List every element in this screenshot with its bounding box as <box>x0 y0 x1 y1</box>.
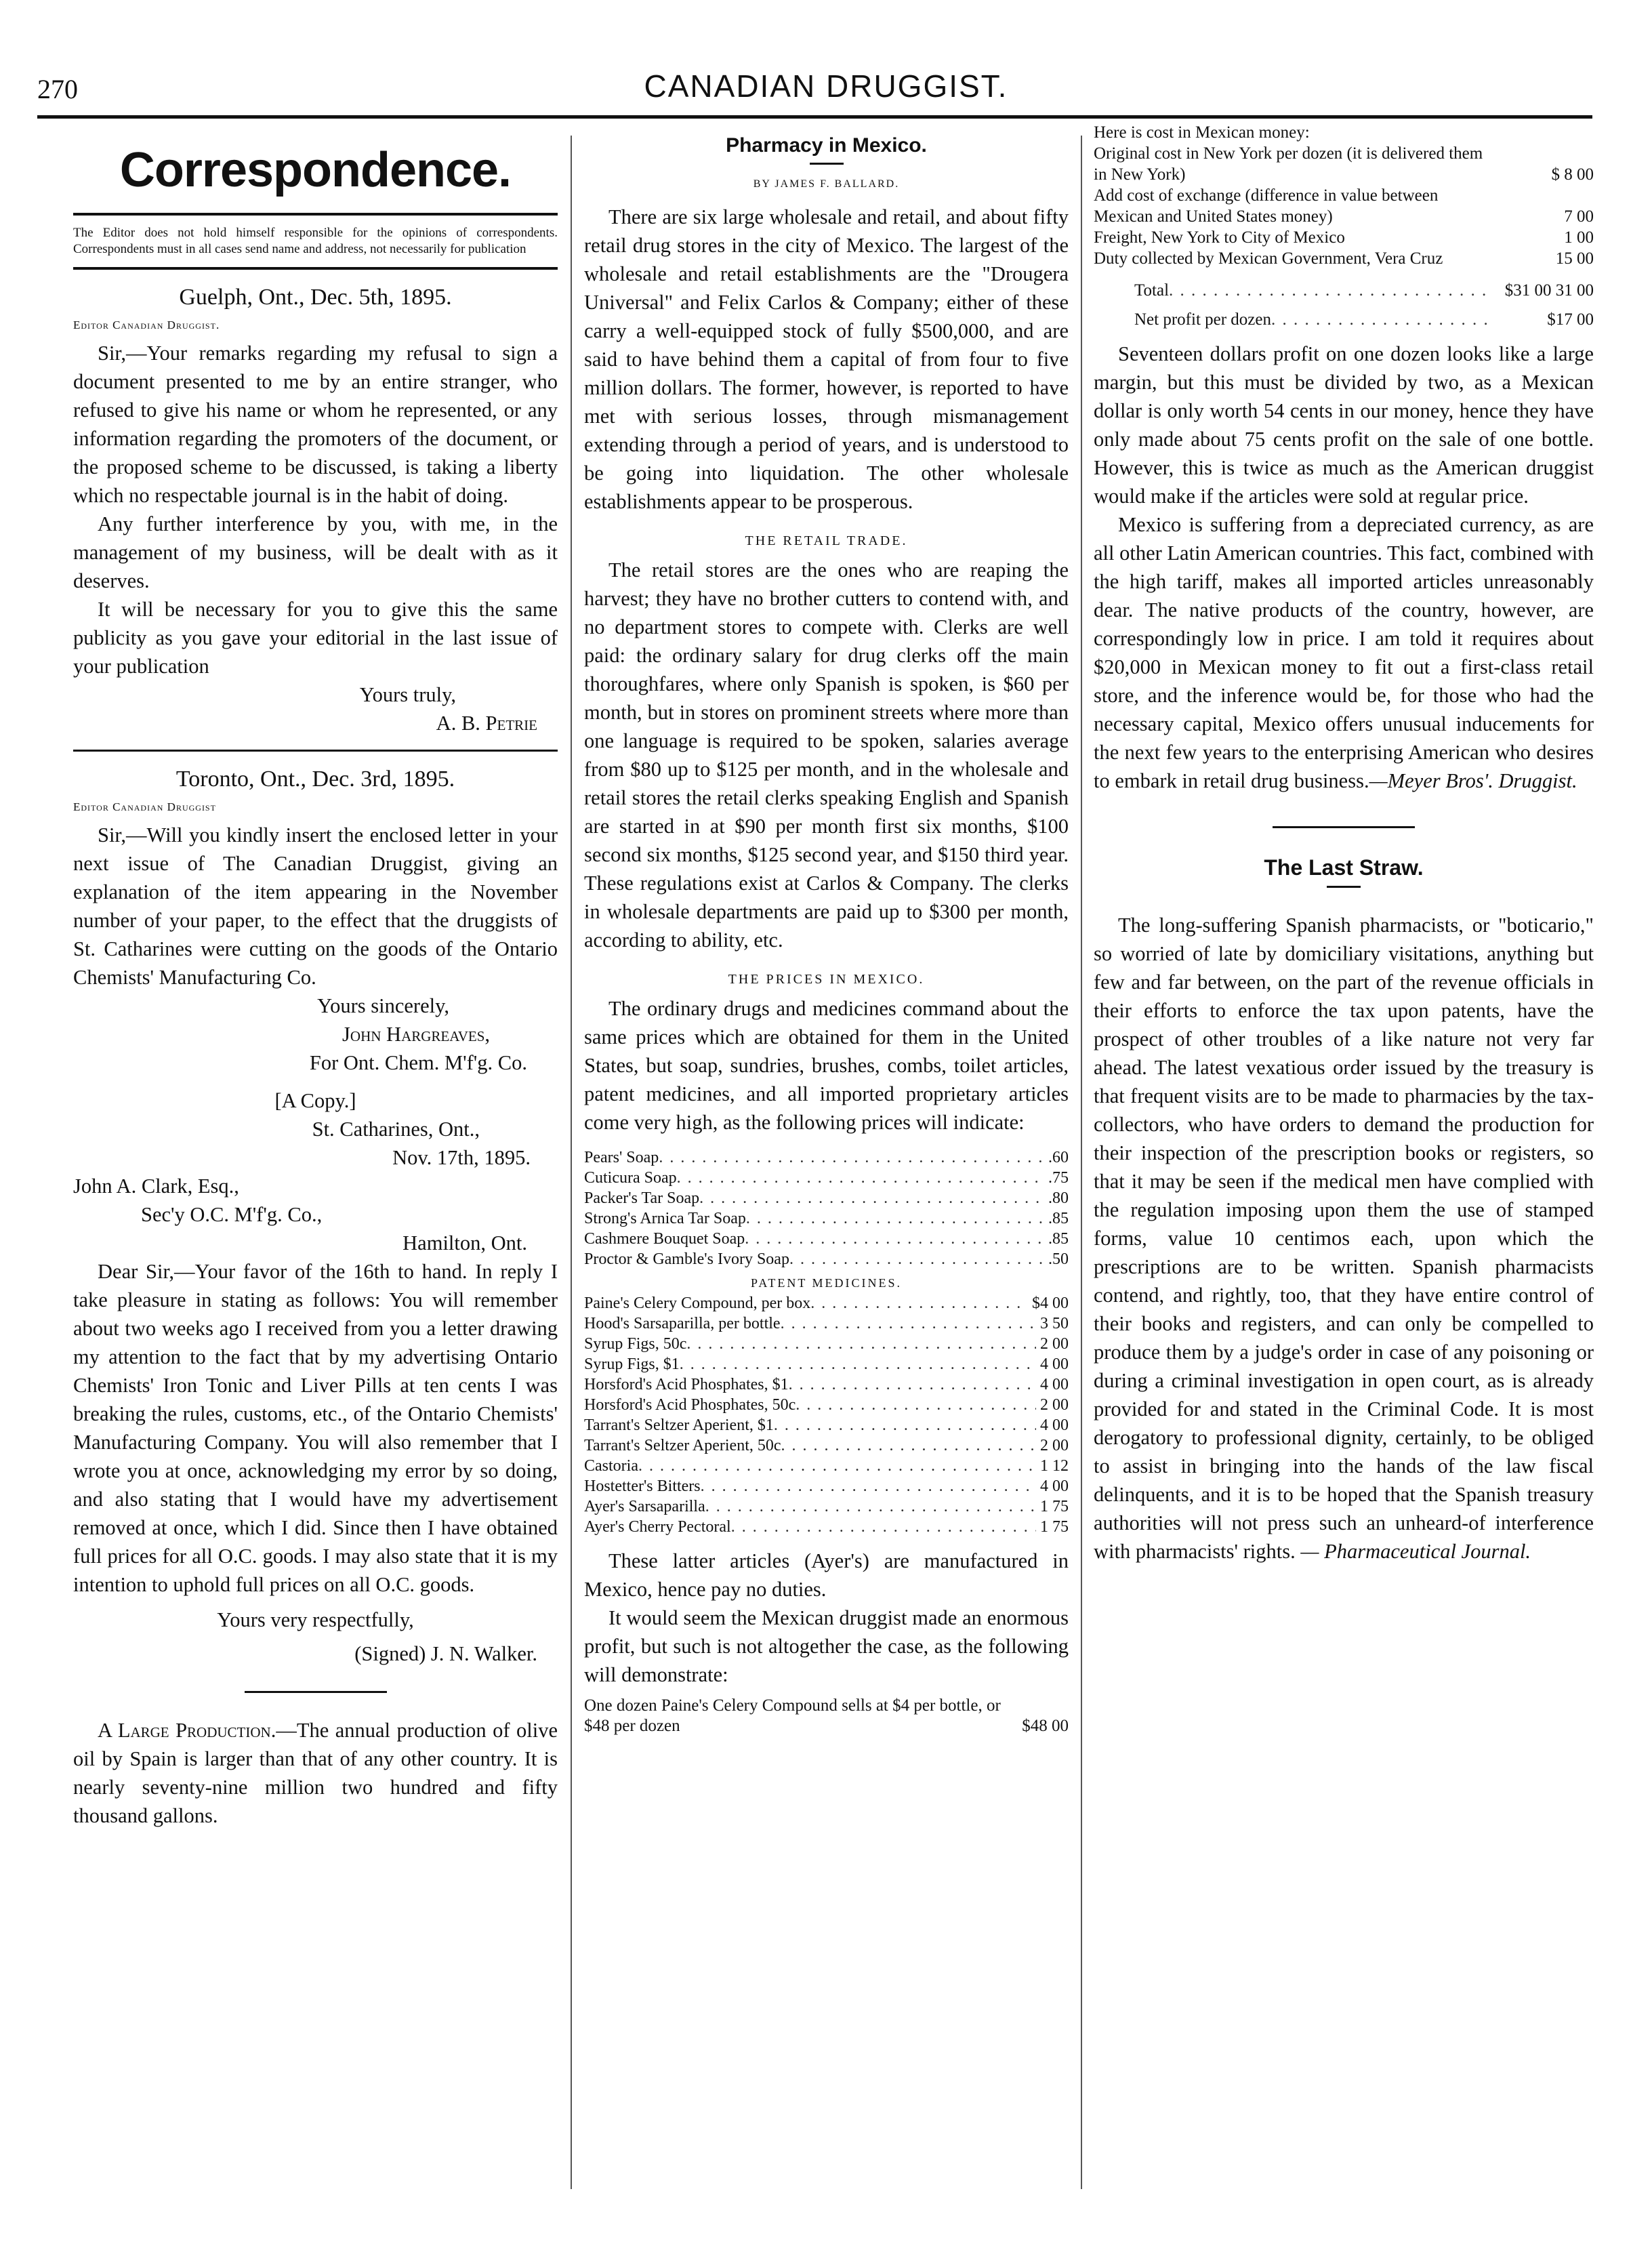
price-row <box>584 1188 1069 1208</box>
article-paragraph: The ordinary drugs and medicines command about the same prices which are obtained for them in the United States, but soap, sundries, brushes, combs, toilet articles, patent medicines, and all imported proprietary articles come very high, as the following prices will indicate: <box>584 997 1069 1134</box>
column-3 <box>1094 122 1594 1566</box>
soap-price-list <box>584 1147 1069 1269</box>
item-name: Strong's Arnica Tar Soap <box>584 1210 746 1227</box>
cost-value: 15 00 <box>1555 249 1594 268</box>
item-price: .50 <box>1048 1250 1069 1268</box>
price-row <box>584 1476 1069 1496</box>
item-price: 2 00 <box>1040 1437 1069 1454</box>
item-price: .85 <box>1048 1210 1069 1227</box>
article-source: —Meyer Bros'. Druggist. <box>1369 769 1577 792</box>
letter-dateline: Toronto, Ont., Dec. 3rd, 1895. <box>175 767 455 792</box>
item-price: 1 75 <box>1040 1498 1069 1515</box>
item-name: Tarrant's Seltzer Aperient, $1 <box>584 1416 774 1434</box>
price-row <box>584 1168 1069 1188</box>
price-row <box>584 1147 1069 1168</box>
item-name: Syrup Figs, $1 <box>584 1355 680 1373</box>
net-profit-row <box>1094 309 1594 330</box>
section-heading: PATENT MEDICINES. <box>750 1276 903 1290</box>
item-name: Hostetter's Bitters <box>584 1477 701 1495</box>
letter-paragraph: Sir,—Your remarks regarding my refusal to sign a document presented to me by an entire stranger, who refused to give his name or whom he represented, or any information regarding the promoters of the document, or the proposed scheme to be discussed, is taking a liberty which no respectable journal is in the habit of doing. <box>73 342 558 507</box>
cost-name: Add cost of exchange (difference in value between Mexican and United States money) <box>1094 186 1439 226</box>
price-row <box>584 1415 1069 1435</box>
article-title: Pharmacy in Mexico. <box>726 134 927 157</box>
section-title: Correspondence. <box>119 143 512 197</box>
net-label: Net profit per dozen <box>1134 310 1272 329</box>
column-1 <box>73 122 558 1830</box>
article-paragraph: The retail stores are the ones who are reaping the harvest; they have no brother cutters to contend with, and no department stores to compete with. Clerks are well paid: the ordinary salary for drug clerks off the main thoroughfares, where only Spanish is spoken, is $60 per month, but in stores on prominent streets where more than one language is required to be spoken, salaries average from $80 up to $125 per month, and in the wholesale and retail stores the retail clerks speaking English and Spanish are started in at $90 per month first six months, $100 second six months, $125 second year, and $150 third year. These regulations exist at Carlos & Company. The clerks in wholesale departments are paid up to $300 per month, according to ability, etc. <box>584 558 1069 952</box>
letter-closing: Yours sincerely, <box>317 994 449 1017</box>
price-row <box>584 1374 1069 1395</box>
header-rule <box>37 115 1592 119</box>
total-label: Total <box>1134 281 1170 300</box>
cost-row <box>1094 185 1594 227</box>
price-row <box>584 1435 1069 1456</box>
price-row <box>584 1208 1069 1229</box>
item-name: Ayer's Sarsaparilla <box>584 1498 705 1515</box>
letter-addressee-city: Hamilton, Ont. <box>402 1231 527 1254</box>
letter-date: Nov. 17th, 1895. <box>392 1146 531 1169</box>
letter-closing: Yours very respectfully, <box>217 1608 414 1631</box>
item-name: Hood's Sarsaparilla, per bottle <box>584 1315 781 1332</box>
title-rule <box>1327 886 1361 888</box>
item-separator <box>245 1691 387 1693</box>
article-paragraph <box>1094 510 1594 795</box>
article-paragraph: Seventeen dollars profit on one dozen looks like a large margin, but this must be divided by two, as a Mexican dollar is only worth 54 cents in our money, hence they have only made about 75 cents profit on the sale of one bottle. However, this is twice as much as the American druggist would make if the articles were sold at regular price. <box>1094 342 1594 508</box>
letter-paragraph: It will be necessary for you to give this the same publicity as you gave your editorial in the last issue of your publication <box>73 598 558 678</box>
item-price: 4 00 <box>1040 1355 1069 1373</box>
letter-paragraph: Any further interference by you, with me, in the management of my business, will be dealt with as it deserves. <box>73 512 558 592</box>
price-row <box>584 1456 1069 1476</box>
cost-row <box>1094 143 1594 185</box>
item-name: Packer's Tar Soap <box>584 1189 700 1207</box>
item-name: Pears' Soap <box>584 1149 659 1166</box>
cost-name: Duty collected by Mexican Government, Vera Cruz <box>1094 249 1443 268</box>
letter-signature: John Hargreaves, <box>342 1023 490 1046</box>
letter-signature: A. B. Petrie <box>436 712 537 735</box>
news-item <box>73 1716 558 1830</box>
price-row <box>584 1496 1069 1517</box>
cost-value: 1 00 <box>1564 228 1594 247</box>
article-paragraph: It would seem the Mexican druggist made an enormous profit, but such is not altogether the case, as the following will demonstrate: <box>584 1606 1069 1686</box>
cost-value: $ 8 00 <box>1551 165 1594 184</box>
article-separator <box>1273 826 1415 828</box>
price-row <box>584 1293 1069 1313</box>
item-name: Ayer's Cherry Pectoral <box>584 1518 731 1536</box>
item-name: Horsford's Acid Phosphates, 50c <box>584 1396 796 1414</box>
total-value: $31 00 31 00 <box>1504 281 1594 300</box>
column-divider <box>1081 136 1082 2189</box>
letter-signature: (Signed) J. N. Walker. <box>354 1642 537 1665</box>
article-title: The Last Straw. <box>1264 855 1424 880</box>
price-row <box>584 1395 1069 1415</box>
article-source: — Pharmaceutical Journal. <box>1300 1540 1531 1563</box>
disclaimer-rule <box>73 267 558 270</box>
cost-total-row <box>1094 280 1594 301</box>
item-price: .75 <box>1048 1169 1069 1187</box>
item-name: Cashmere Bouquet Soap <box>584 1230 745 1248</box>
cost-value: 7 00 <box>1564 207 1594 226</box>
item-name: Castoria <box>584 1457 638 1475</box>
letter-place: St. Catharines, Ont., <box>312 1118 480 1141</box>
net-value: $17 00 <box>1547 310 1594 329</box>
copy-note: [A Copy.] <box>274 1089 356 1112</box>
item-name: Tarrant's Seltzer Aperient, 50c <box>584 1437 781 1454</box>
item-price: 2 00 <box>1040 1396 1069 1414</box>
letter-addressee: John A. Clark, Esq., <box>73 1175 239 1198</box>
item-name: Paine's Celery Compound, per box <box>584 1294 811 1312</box>
price-row <box>584 1354 1069 1374</box>
letter-salutation: Editor Canadian Druggist <box>73 800 216 813</box>
item-price: 4 00 <box>1040 1376 1069 1393</box>
item-price: 2 00 <box>1040 1335 1069 1353</box>
price-row <box>584 1517 1069 1537</box>
cost-table <box>1094 122 1594 330</box>
section-heading: THE PRICES IN MEXICO. <box>728 972 925 987</box>
title-rule <box>810 163 844 165</box>
section-heading: THE RETAIL TRADE. <box>745 533 908 548</box>
article-paragraph: There are six large wholesale and retail, and about fifty retail drug stores in the city of Mexico. The largest of the wholesale and retail establishments are the "Drougera Universal" and Felix Carlos & Company; either of these carry a well-equipped stock of fully $500,000, and are said to have behind them a capital of from four to five million dollars. The former, however, is reported to have met with serious losses, through mismanagement extending through a period of years, and is understood to be going into liquidation. The other wholesale establishments appear to be prosperous. <box>584 205 1069 513</box>
article-paragraph: These latter articles (Ayer's) are manufactured in Mexico, hence pay no duties. <box>584 1549 1069 1601</box>
article-text: Mexico is suffering from a depreciated currency, as are all other Latin American countries. This fact, combined with the high tariff, makes all imported articles unreasonably dear. The native products of the country, however, are correspondingly low in price. I am told it requires about $20,000 in Mexican money to fit out a first-class retail store, and the inference would be, for those who had the necessary capital, Mexico offers unusual inducements for the next few years to the enterprising American who desires to embark in retail drug business. <box>1094 513 1594 792</box>
item-price: .60 <box>1048 1149 1069 1166</box>
editor-disclaimer: The Editor does not hold himself responsible for the opinions of correspondents. Correspondents must in all cases send name and address, not necessarily for publication <box>73 226 558 256</box>
item-name: Proctor & Gamble's Ivory Soap <box>584 1250 789 1268</box>
patent-price-list <box>584 1293 1069 1537</box>
column-divider <box>571 136 572 2189</box>
letter-paragraph: Dear Sir,—Your favor of the 16th to hand. In reply I take pleasure in stating as follows: You will remember about two weeks ago I received from you a letter drawing my attention to the fact that by my advertising Ontario Chemists' Iron Tonic and Liver Pills at ten cents I was breaking the rules, customs, etc., of the Ontario Chemists' Manufacturing Company. You will also remember that I wrote you at once, acknowledging my error by so doing, and also stating that I would have my advertisement removed at once, which I did. Since then I have obtained full prices for all O.C. goods. I may also state that it is my intention to uphold full prices on all O.C. goods. <box>73 1260 558 1596</box>
letter-paragraph: Sir,—Will you kindly insert the enclosed letter in your next issue of The Canadian Druggist, giving an explanation of the item appearing in the November number of your paper, to the effect that the druggists of St. Catharines were cutting on the goods of the Ontario Chemists' Manufacturing Co. <box>73 823 558 989</box>
title-rule <box>73 213 558 216</box>
article-paragraph <box>1094 911 1594 1566</box>
cost-row <box>1094 248 1594 269</box>
item-price: .80 <box>1048 1189 1069 1207</box>
column-2 <box>584 122 1069 1736</box>
item-price: 4 00 <box>1040 1416 1069 1434</box>
paine-calculation <box>584 1696 1069 1736</box>
price-row <box>584 1249 1069 1269</box>
cost-row <box>1094 227 1594 248</box>
paine-line: One dozen Paine's Celery Compound sells at $4 per bottle, or $48 per dozen <box>584 1696 1001 1735</box>
cost-name: Original cost in New York per dozen (it is delivered them in New York) <box>1094 144 1483 184</box>
price-row <box>584 1229 1069 1249</box>
cost-name: Freight, New York to City of Mexico <box>1094 228 1345 247</box>
cost-intro-text: Here is cost in Mexican money: <box>1094 123 1310 142</box>
item-price: .85 <box>1048 1230 1069 1248</box>
letter-salutation: Editor Canadian Druggist. <box>73 319 220 331</box>
item-name: Cuticura Soap <box>584 1169 677 1187</box>
letter-dateline: Guelph, Ont., Dec. 5th, 1895. <box>179 285 452 310</box>
letter-signature-org: For Ont. Chem. M'f'g. Co. <box>309 1051 527 1074</box>
item-price: 4 00 <box>1040 1477 1069 1495</box>
letter-addressee-title: Sec'y O.C. M'f'g. Co., <box>141 1203 323 1226</box>
cost-intro <box>1094 122 1594 143</box>
running-title: CANADIAN DRUGGIST. <box>644 68 1008 104</box>
letter-closing: Yours truly, <box>359 683 456 706</box>
letter-separator <box>73 750 558 752</box>
item-price: 1 75 <box>1040 1518 1069 1536</box>
item-name: Horsford's Acid Phosphates, $1 <box>584 1376 789 1393</box>
price-row <box>584 1334 1069 1354</box>
article-text: The long-suffering Spanish pharmacists, or "boticario," so worried of late by domiciliary visitations, anything but few and far between, on the part of the revenue officials in their efforts to enforce the tax upon patents, have the prospect of other troubles of a like nature not very far ahead. The latest vexatious order issued by the treasury is that frequent visits are to be made to pharmacies by the tax-collectors, who have orders to demand the production for their inspection of the prescription books or registers, so that it may be seen if the medical men have complied with the regulation imposing upon them the use of stamped forms, value 10 centimos each, upon which the prescriptions are to be written. Spanish pharmacists contend, and rightly, too, that they have entire control of their books and registers, and can only be compelled to produce them by a judge's order in case of any poisoning or during a criminal investigation in open court, as is already provided for and stated in the Criminal Code. It is most derogatory to professional dignity, certainly, to be obliged to assist in bringing into the hands of the law fiscal delinquents, and it is to be hoped that the Spanish treasury authorities will not press such an unheard-of interference with pharmacists' rights. <box>1094 914 1594 1563</box>
news-item-lead: A Large Production. <box>98 1719 276 1742</box>
price-row <box>584 1313 1069 1334</box>
news-item-text: —The annual production of olive oil by Spain is larger than that of any other country. It is nearly seventy-nine million two hundred and fifty thousand gallons. <box>73 1719 558 1827</box>
item-price: 1 12 <box>1040 1457 1069 1475</box>
page-number: 270 <box>37 74 78 104</box>
article-byline: BY JAMES F. BALLARD. <box>753 178 900 190</box>
item-price: $4 00 <box>1032 1294 1069 1312</box>
item-name: Syrup Figs, 50c <box>584 1335 687 1353</box>
paine-total: $48 00 <box>1022 1717 1069 1735</box>
item-price: 3 50 <box>1040 1315 1069 1332</box>
